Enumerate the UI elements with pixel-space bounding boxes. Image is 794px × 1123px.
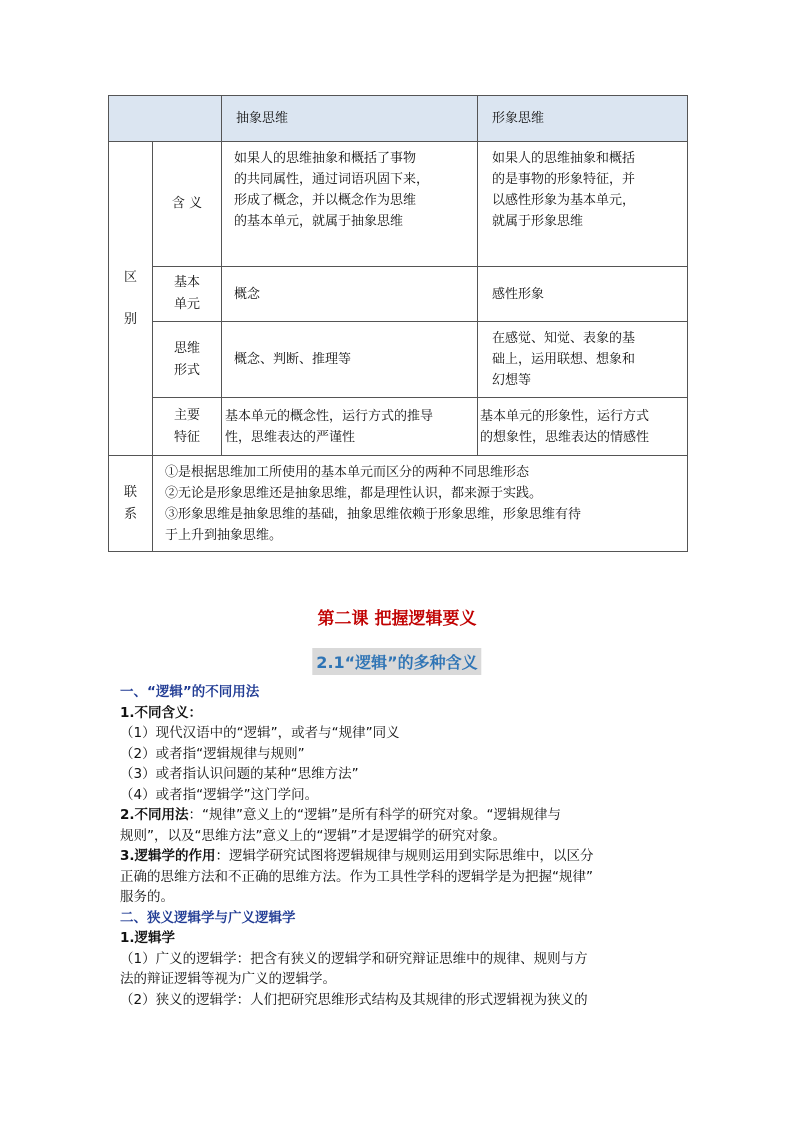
list-item: （1）现代汉语中的“逻辑”，或者与“规律”同义 [120, 725, 400, 741]
list-item: （1）广义的逻辑学：把含有狭义的逻辑学和研究辩证思维中的规律、规则与方 [120, 950, 588, 967]
heading-narrow-broad: 二、狭义逻辑学与广义逻辑学 [120, 909, 296, 926]
row-label-basic-unit: 基本 单元 [153, 267, 222, 322]
lesson-title: 第二课 把握逻辑要义 [317, 609, 477, 629]
cell-image-form: 在感觉、知觉、表象的基 础上，运用联想、想象和 幻想等 [478, 322, 688, 398]
label-role: 3.逻辑学的作用 [120, 848, 216, 864]
list-item: （2）狭义的逻辑学：人们把研究思维形式结构及其规律的形式逻辑视为狭义的 [120, 991, 588, 1008]
cell-abstract-feature: 基本单元的概念性，运行方式的推导 性，思维表达的严谨性 [222, 398, 478, 456]
paragraph-usage: 2.不同用法：“规律”意义上的“逻辑”是所有科学的研究对象。“逻辑规律与 [120, 807, 561, 823]
section-title: 2.1“逻辑”的多种含义 [312, 648, 481, 675]
body-content [120, 682, 688, 1010]
list-item: （4）或者指“逻辑学”这门学问。 [120, 786, 319, 803]
header-image: 形象思维 [478, 96, 688, 142]
table-row [109, 267, 688, 322]
cell-link-content: ①是根据思维加工所使用的基本单元而区分的两种不同思维形态 ②无论是形象思维还是抽象思维，都是理性认识，都来源于实践。 ③形象思维是抽象思维的基础，抽象思维依赖于形象思维，形象思维有待 于上升到抽象思维。 [153, 456, 688, 552]
paragraph-role: 3.逻辑学的作用：逻辑学研究试图将逻辑规律与规则运用到实际思维中，以区分 [120, 848, 594, 864]
row-label-feature: 主要 特征 [153, 398, 222, 456]
table-header-row [109, 96, 688, 142]
row-label-form: 思维 形式 [153, 322, 222, 398]
list-item: （3）或者指认识问题的某种“思维方法” [120, 766, 359, 782]
cell-abstract-form: 概念、判断、推理等 [222, 322, 478, 398]
group-label-difference: 区 别 [109, 142, 153, 456]
table-row [109, 398, 688, 456]
label-usage: 2.不同用法 [120, 807, 189, 823]
header-empty-cell [109, 96, 222, 142]
row-label-meaning: 含 义 [153, 142, 222, 267]
paragraph-role-end: 服务的。 [120, 889, 174, 905]
table-row [109, 322, 688, 398]
subheading-logic: 1.逻辑学 [120, 930, 176, 946]
cell-image-feature: 基本单元的形象性，运行方式 的想象性，思维表达的情感性 [478, 398, 688, 456]
table-row [109, 142, 688, 267]
list-item: 法的辩证逻辑等视为广义的逻辑学。 [120, 971, 336, 987]
paragraph-role-cont: 正确的思维方法和不正确的思维方法。作为工具性学科的逻辑学是为把握“规律” [120, 868, 593, 885]
header-abstract: 抽象思维 [222, 96, 478, 142]
list-item: （2）或者指“逻辑规律与规则” [120, 745, 305, 762]
paragraph-usage-cont: 规则”，以及“思维方法”意义上的“逻辑”才是逻辑学的研究对象。 [120, 827, 506, 844]
heading-usage: 一、“逻辑”的不同用法 [120, 684, 260, 700]
cell-image-meaning: 如果人的思维抽象和概括 的是事物的形象特征，并 以感性形象为基本单元， 就属于形象思维 [478, 142, 688, 267]
cell-abstract-unit: 概念 [222, 267, 478, 322]
table-row-link [109, 456, 688, 552]
cell-image-unit: 感性形象 [478, 267, 688, 322]
group-label-link: 联 系 [109, 456, 153, 552]
comparison-table [108, 95, 688, 552]
cell-abstract-meaning: 如果人的思维抽象和概括了事物 的共同属性，通过词语巩固下来， 形成了概念，并以概念作为思维 的基本单元，就属于抽象思维 [222, 142, 478, 267]
subheading-meanings: 1.不同含义： [120, 704, 203, 721]
